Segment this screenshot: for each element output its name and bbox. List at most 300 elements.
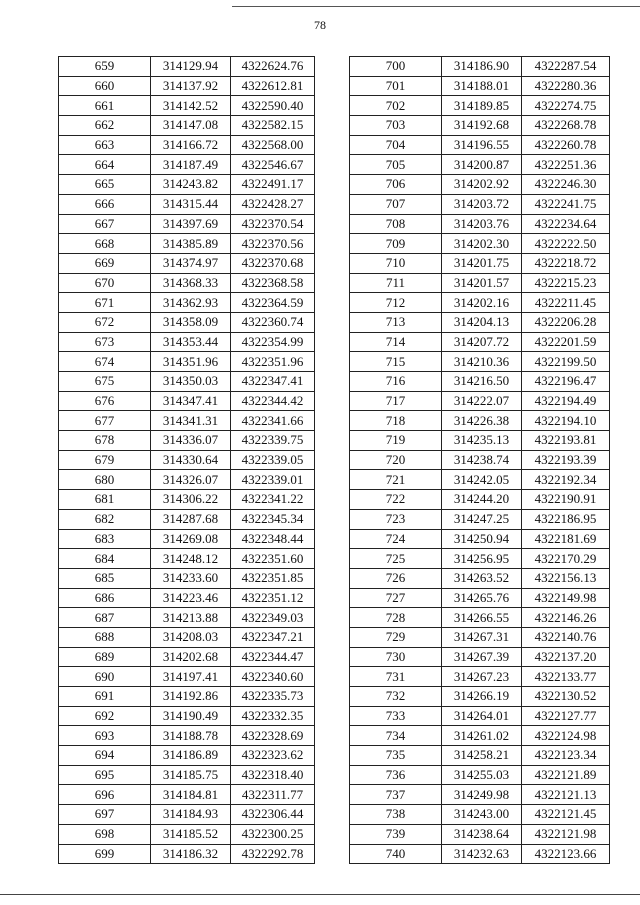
point-number-cell: 720 bbox=[350, 450, 442, 470]
x-coordinate-cell: 314267.31 bbox=[442, 627, 522, 647]
point-number-cell: 667 bbox=[59, 214, 151, 234]
x-coordinate-cell: 314188.78 bbox=[151, 726, 231, 746]
x-coordinate-cell: 314243.00 bbox=[442, 805, 522, 825]
table-row bbox=[59, 194, 315, 214]
table-row bbox=[350, 765, 610, 785]
x-coordinate-cell: 314192.68 bbox=[442, 116, 522, 136]
x-coordinate-cell: 314243.82 bbox=[151, 175, 231, 195]
point-number-cell: 701 bbox=[350, 76, 442, 96]
point-number-cell: 712 bbox=[350, 293, 442, 313]
y-coordinate-cell: 4322280.36 bbox=[522, 76, 610, 96]
point-number-cell: 690 bbox=[59, 667, 151, 687]
x-coordinate-cell: 314129.94 bbox=[151, 57, 231, 77]
y-coordinate-cell: 4322251.36 bbox=[522, 155, 610, 175]
table-row bbox=[59, 372, 315, 392]
table-row bbox=[59, 687, 315, 707]
table-row bbox=[59, 824, 315, 844]
y-coordinate-cell: 4322306.44 bbox=[231, 805, 315, 825]
x-coordinate-cell: 314263.52 bbox=[442, 568, 522, 588]
y-coordinate-cell: 4322192.34 bbox=[522, 470, 610, 490]
y-coordinate-cell: 4322123.34 bbox=[522, 746, 610, 766]
table-row bbox=[59, 155, 315, 175]
x-coordinate-cell: 314184.93 bbox=[151, 805, 231, 825]
y-coordinate-cell: 4322130.52 bbox=[522, 687, 610, 707]
x-coordinate-cell: 314202.16 bbox=[442, 293, 522, 313]
point-number-cell: 694 bbox=[59, 746, 151, 766]
table-row bbox=[59, 490, 315, 510]
table-row bbox=[59, 529, 315, 549]
table-row bbox=[59, 214, 315, 234]
point-number-cell: 661 bbox=[59, 96, 151, 116]
y-coordinate-cell: 4322339.01 bbox=[231, 470, 315, 490]
x-coordinate-cell: 314347.41 bbox=[151, 391, 231, 411]
table-row bbox=[350, 57, 610, 77]
y-coordinate-cell: 4322568.00 bbox=[231, 135, 315, 155]
y-coordinate-cell: 4322351.85 bbox=[231, 568, 315, 588]
x-coordinate-cell: 314264.01 bbox=[442, 706, 522, 726]
point-number-cell: 721 bbox=[350, 470, 442, 490]
point-number-cell: 671 bbox=[59, 293, 151, 313]
y-coordinate-cell: 4322196.47 bbox=[522, 372, 610, 392]
y-coordinate-cell: 4322201.59 bbox=[522, 332, 610, 352]
x-coordinate-cell: 314351.96 bbox=[151, 352, 231, 372]
x-coordinate-cell: 314213.88 bbox=[151, 608, 231, 628]
point-number-cell: 724 bbox=[350, 529, 442, 549]
y-coordinate-cell: 4322274.75 bbox=[522, 96, 610, 116]
point-number-cell: 697 bbox=[59, 805, 151, 825]
y-coordinate-cell: 4322323.62 bbox=[231, 746, 315, 766]
x-coordinate-cell: 314287.68 bbox=[151, 509, 231, 529]
page-number: 78 bbox=[314, 18, 326, 32]
table-row bbox=[59, 608, 315, 628]
point-number-cell: 723 bbox=[350, 509, 442, 529]
table-row bbox=[350, 627, 610, 647]
y-coordinate-cell: 4322121.13 bbox=[522, 785, 610, 805]
table-row bbox=[59, 293, 315, 313]
x-coordinate-cell: 314186.32 bbox=[151, 844, 231, 864]
point-number-cell: 689 bbox=[59, 647, 151, 667]
y-coordinate-cell: 4322170.29 bbox=[522, 549, 610, 569]
table-row bbox=[350, 785, 610, 805]
x-coordinate-cell: 314385.89 bbox=[151, 234, 231, 254]
table-row bbox=[59, 844, 315, 864]
point-number-cell: 702 bbox=[350, 96, 442, 116]
table-row bbox=[350, 116, 610, 136]
x-coordinate-cell: 314210.36 bbox=[442, 352, 522, 372]
x-coordinate-cell: 314330.64 bbox=[151, 450, 231, 470]
point-number-cell: 717 bbox=[350, 391, 442, 411]
table-row bbox=[59, 57, 315, 77]
point-number-cell: 734 bbox=[350, 726, 442, 746]
x-coordinate-cell: 314233.60 bbox=[151, 568, 231, 588]
x-coordinate-cell: 314207.72 bbox=[442, 332, 522, 352]
point-number-cell: 678 bbox=[59, 431, 151, 451]
x-coordinate-cell: 314306.22 bbox=[151, 490, 231, 510]
point-number-cell: 683 bbox=[59, 529, 151, 549]
x-coordinate-cell: 314184.81 bbox=[151, 785, 231, 805]
y-coordinate-cell: 4322181.69 bbox=[522, 529, 610, 549]
table-row bbox=[350, 372, 610, 392]
point-number-cell: 711 bbox=[350, 273, 442, 293]
y-coordinate-cell: 4322215.23 bbox=[522, 273, 610, 293]
y-coordinate-cell: 4322241.75 bbox=[522, 194, 610, 214]
point-number-cell: 708 bbox=[350, 214, 442, 234]
table-row bbox=[350, 706, 610, 726]
table-row bbox=[350, 312, 610, 332]
y-coordinate-cell: 4322246.30 bbox=[522, 175, 610, 195]
x-coordinate-cell: 314362.93 bbox=[151, 293, 231, 313]
y-coordinate-cell: 4322360.74 bbox=[231, 312, 315, 332]
y-coordinate-cell: 4322311.77 bbox=[231, 785, 315, 805]
x-coordinate-cell: 314202.68 bbox=[151, 647, 231, 667]
y-coordinate-cell: 4322287.54 bbox=[522, 57, 610, 77]
point-number-cell: 688 bbox=[59, 627, 151, 647]
x-coordinate-cell: 314255.03 bbox=[442, 765, 522, 785]
x-coordinate-cell: 314201.75 bbox=[442, 253, 522, 273]
x-coordinate-cell: 314266.19 bbox=[442, 687, 522, 707]
point-number-cell: 700 bbox=[350, 57, 442, 77]
point-number-cell: 685 bbox=[59, 568, 151, 588]
y-coordinate-cell: 4322348.44 bbox=[231, 529, 315, 549]
x-coordinate-cell: 314202.92 bbox=[442, 175, 522, 195]
table-row bbox=[350, 431, 610, 451]
y-coordinate-cell: 4322186.95 bbox=[522, 509, 610, 529]
x-coordinate-cell: 314137.92 bbox=[151, 76, 231, 96]
y-coordinate-cell: 4322582.15 bbox=[231, 116, 315, 136]
y-coordinate-cell: 4322121.45 bbox=[522, 805, 610, 825]
x-coordinate-cell: 314187.49 bbox=[151, 155, 231, 175]
y-coordinate-cell: 4322193.81 bbox=[522, 431, 610, 451]
x-coordinate-cell: 314256.95 bbox=[442, 549, 522, 569]
table-row bbox=[350, 746, 610, 766]
table-row bbox=[59, 568, 315, 588]
x-coordinate-cell: 314266.55 bbox=[442, 608, 522, 628]
x-coordinate-cell: 314192.86 bbox=[151, 687, 231, 707]
point-number-cell: 681 bbox=[59, 490, 151, 510]
y-coordinate-cell: 4322347.21 bbox=[231, 627, 315, 647]
table-row bbox=[350, 608, 610, 628]
y-coordinate-cell: 4322127.77 bbox=[522, 706, 610, 726]
y-coordinate-cell: 4322370.54 bbox=[231, 214, 315, 234]
y-coordinate-cell: 4322345.34 bbox=[231, 509, 315, 529]
table-row bbox=[350, 352, 610, 372]
coordinate-table-right bbox=[349, 56, 610, 864]
x-coordinate-cell: 314185.75 bbox=[151, 765, 231, 785]
table-row bbox=[350, 450, 610, 470]
point-number-cell: 668 bbox=[59, 234, 151, 254]
y-coordinate-cell: 4322351.12 bbox=[231, 588, 315, 608]
y-coordinate-cell: 4322491.17 bbox=[231, 175, 315, 195]
point-number-cell: 691 bbox=[59, 687, 151, 707]
x-coordinate-cell: 314185.52 bbox=[151, 824, 231, 844]
y-coordinate-cell: 4322260.78 bbox=[522, 135, 610, 155]
y-coordinate-cell: 4322344.42 bbox=[231, 391, 315, 411]
point-number-cell: 715 bbox=[350, 352, 442, 372]
y-coordinate-cell: 4322218.72 bbox=[522, 253, 610, 273]
y-coordinate-cell: 4322339.75 bbox=[231, 431, 315, 451]
y-coordinate-cell: 4322368.58 bbox=[231, 273, 315, 293]
x-coordinate-cell: 314166.72 bbox=[151, 135, 231, 155]
y-coordinate-cell: 4322133.77 bbox=[522, 667, 610, 687]
table-row bbox=[350, 824, 610, 844]
table-row bbox=[350, 391, 610, 411]
point-number-cell: 684 bbox=[59, 549, 151, 569]
y-coordinate-cell: 4322341.66 bbox=[231, 411, 315, 431]
x-coordinate-cell: 314261.02 bbox=[442, 726, 522, 746]
y-coordinate-cell: 4322121.89 bbox=[522, 765, 610, 785]
x-coordinate-cell: 314358.09 bbox=[151, 312, 231, 332]
point-number-cell: 732 bbox=[350, 687, 442, 707]
point-number-cell: 739 bbox=[350, 824, 442, 844]
x-coordinate-cell: 314269.08 bbox=[151, 529, 231, 549]
point-number-cell: 687 bbox=[59, 608, 151, 628]
x-coordinate-cell: 314226.38 bbox=[442, 411, 522, 431]
table-row bbox=[350, 509, 610, 529]
point-number-cell: 699 bbox=[59, 844, 151, 864]
coordinate-table-left bbox=[58, 56, 315, 864]
y-coordinate-cell: 4322140.76 bbox=[522, 627, 610, 647]
x-coordinate-cell: 314188.01 bbox=[442, 76, 522, 96]
x-coordinate-cell: 314248.12 bbox=[151, 549, 231, 569]
table-row bbox=[59, 234, 315, 254]
table-row bbox=[59, 312, 315, 332]
table-row bbox=[350, 568, 610, 588]
point-number-cell: 662 bbox=[59, 116, 151, 136]
table-row bbox=[59, 116, 315, 136]
point-number-cell: 673 bbox=[59, 332, 151, 352]
y-coordinate-cell: 4322193.39 bbox=[522, 450, 610, 470]
table-row bbox=[59, 76, 315, 96]
x-coordinate-cell: 314238.74 bbox=[442, 450, 522, 470]
x-coordinate-cell: 314267.23 bbox=[442, 667, 522, 687]
table-row bbox=[59, 352, 315, 372]
x-coordinate-cell: 314258.21 bbox=[442, 746, 522, 766]
table-row bbox=[350, 667, 610, 687]
x-coordinate-cell: 314203.76 bbox=[442, 214, 522, 234]
x-coordinate-cell: 314368.33 bbox=[151, 273, 231, 293]
table-row bbox=[350, 76, 610, 96]
table-row bbox=[350, 647, 610, 667]
x-coordinate-cell: 314326.07 bbox=[151, 470, 231, 490]
x-coordinate-cell: 314196.55 bbox=[442, 135, 522, 155]
point-number-cell: 735 bbox=[350, 746, 442, 766]
table-row bbox=[59, 253, 315, 273]
point-number-cell: 709 bbox=[350, 234, 442, 254]
table-row bbox=[350, 687, 610, 707]
y-coordinate-cell: 4322347.41 bbox=[231, 372, 315, 392]
x-coordinate-cell: 314232.63 bbox=[442, 844, 522, 864]
table-row bbox=[59, 765, 315, 785]
point-number-cell: 714 bbox=[350, 332, 442, 352]
table-row bbox=[350, 214, 610, 234]
table-row bbox=[59, 470, 315, 490]
point-number-cell: 670 bbox=[59, 273, 151, 293]
x-coordinate-cell: 314238.64 bbox=[442, 824, 522, 844]
table-row bbox=[59, 135, 315, 155]
y-coordinate-cell: 4322222.50 bbox=[522, 234, 610, 254]
point-number-cell: 728 bbox=[350, 608, 442, 628]
table-row bbox=[350, 234, 610, 254]
table-row bbox=[59, 175, 315, 195]
table-row bbox=[59, 706, 315, 726]
x-coordinate-cell: 314267.39 bbox=[442, 647, 522, 667]
point-number-cell: 718 bbox=[350, 411, 442, 431]
point-number-cell: 695 bbox=[59, 765, 151, 785]
y-coordinate-cell: 4322194.10 bbox=[522, 411, 610, 431]
table-row bbox=[350, 332, 610, 352]
x-coordinate-cell: 314216.50 bbox=[442, 372, 522, 392]
point-number-cell: 663 bbox=[59, 135, 151, 155]
x-coordinate-cell: 314203.72 bbox=[442, 194, 522, 214]
table-row bbox=[350, 175, 610, 195]
x-coordinate-cell: 314189.85 bbox=[442, 96, 522, 116]
y-coordinate-cell: 4322339.05 bbox=[231, 450, 315, 470]
y-coordinate-cell: 4322137.20 bbox=[522, 647, 610, 667]
x-coordinate-cell: 314142.52 bbox=[151, 96, 231, 116]
x-coordinate-cell: 314186.89 bbox=[151, 746, 231, 766]
point-number-cell: 704 bbox=[350, 135, 442, 155]
y-coordinate-cell: 4322146.26 bbox=[522, 608, 610, 628]
table-row bbox=[350, 253, 610, 273]
y-coordinate-cell: 4322292.78 bbox=[231, 844, 315, 864]
table-row bbox=[59, 509, 315, 529]
y-coordinate-cell: 4322354.99 bbox=[231, 332, 315, 352]
y-coordinate-cell: 4322124.98 bbox=[522, 726, 610, 746]
table-row bbox=[350, 588, 610, 608]
y-coordinate-cell: 4322370.56 bbox=[231, 234, 315, 254]
y-coordinate-cell: 4322121.98 bbox=[522, 824, 610, 844]
y-coordinate-cell: 4322335.73 bbox=[231, 687, 315, 707]
y-coordinate-cell: 4322341.22 bbox=[231, 490, 315, 510]
table-row bbox=[350, 135, 610, 155]
y-coordinate-cell: 4322340.60 bbox=[231, 667, 315, 687]
y-coordinate-cell: 4322546.67 bbox=[231, 155, 315, 175]
x-coordinate-cell: 314244.20 bbox=[442, 490, 522, 510]
x-coordinate-cell: 314336.07 bbox=[151, 431, 231, 451]
table-row bbox=[59, 805, 315, 825]
y-coordinate-cell: 4322206.28 bbox=[522, 312, 610, 332]
point-number-cell: 696 bbox=[59, 785, 151, 805]
table-row bbox=[59, 96, 315, 116]
x-coordinate-cell: 314222.07 bbox=[442, 391, 522, 411]
table-row bbox=[350, 844, 610, 864]
table-row bbox=[59, 431, 315, 451]
table-row bbox=[59, 746, 315, 766]
x-coordinate-cell: 314374.97 bbox=[151, 253, 231, 273]
point-number-cell: 703 bbox=[350, 116, 442, 136]
table-row bbox=[350, 155, 610, 175]
point-number-cell: 726 bbox=[350, 568, 442, 588]
point-number-cell: 669 bbox=[59, 253, 151, 273]
y-coordinate-cell: 4322332.35 bbox=[231, 706, 315, 726]
bottom-rule bbox=[0, 894, 640, 895]
point-number-cell: 693 bbox=[59, 726, 151, 746]
table-row bbox=[59, 332, 315, 352]
x-coordinate-cell: 314202.30 bbox=[442, 234, 522, 254]
point-number-cell: 722 bbox=[350, 490, 442, 510]
table-row bbox=[59, 450, 315, 470]
table-row bbox=[350, 411, 610, 431]
x-coordinate-cell: 314315.44 bbox=[151, 194, 231, 214]
point-number-cell: 733 bbox=[350, 706, 442, 726]
x-coordinate-cell: 314397.69 bbox=[151, 214, 231, 234]
table-row bbox=[350, 273, 610, 293]
y-coordinate-cell: 4322624.76 bbox=[231, 57, 315, 77]
x-coordinate-cell: 314242.05 bbox=[442, 470, 522, 490]
point-number-cell: 719 bbox=[350, 431, 442, 451]
y-coordinate-cell: 4322300.25 bbox=[231, 824, 315, 844]
point-number-cell: 659 bbox=[59, 57, 151, 77]
table-row bbox=[59, 391, 315, 411]
y-coordinate-cell: 4322370.68 bbox=[231, 253, 315, 273]
y-coordinate-cell: 4322364.59 bbox=[231, 293, 315, 313]
x-coordinate-cell: 314341.31 bbox=[151, 411, 231, 431]
table-row bbox=[59, 726, 315, 746]
x-coordinate-cell: 314350.03 bbox=[151, 372, 231, 392]
table-row bbox=[59, 785, 315, 805]
y-coordinate-cell: 4322234.64 bbox=[522, 214, 610, 234]
y-coordinate-cell: 4322328.69 bbox=[231, 726, 315, 746]
x-coordinate-cell: 314265.76 bbox=[442, 588, 522, 608]
y-coordinate-cell: 4322123.66 bbox=[522, 844, 610, 864]
y-coordinate-cell: 4322349.03 bbox=[231, 608, 315, 628]
y-coordinate-cell: 4322268.78 bbox=[522, 116, 610, 136]
x-coordinate-cell: 314235.13 bbox=[442, 431, 522, 451]
x-coordinate-cell: 314249.98 bbox=[442, 785, 522, 805]
point-number-cell: 731 bbox=[350, 667, 442, 687]
y-coordinate-cell: 4322149.98 bbox=[522, 588, 610, 608]
table-row bbox=[59, 549, 315, 569]
x-coordinate-cell: 314190.49 bbox=[151, 706, 231, 726]
point-number-cell: 706 bbox=[350, 175, 442, 195]
table-row bbox=[350, 293, 610, 313]
point-number-cell: 686 bbox=[59, 588, 151, 608]
y-coordinate-cell: 4322211.45 bbox=[522, 293, 610, 313]
y-coordinate-cell: 4322351.96 bbox=[231, 352, 315, 372]
y-coordinate-cell: 4322318.40 bbox=[231, 765, 315, 785]
point-number-cell: 692 bbox=[59, 706, 151, 726]
point-number-cell: 674 bbox=[59, 352, 151, 372]
point-number-cell: 707 bbox=[350, 194, 442, 214]
y-coordinate-cell: 4322590.40 bbox=[231, 96, 315, 116]
table-row bbox=[350, 726, 610, 746]
point-number-cell: 677 bbox=[59, 411, 151, 431]
x-coordinate-cell: 314200.87 bbox=[442, 155, 522, 175]
x-coordinate-cell: 314247.25 bbox=[442, 509, 522, 529]
point-number-cell: 736 bbox=[350, 765, 442, 785]
table-row bbox=[59, 273, 315, 293]
point-number-cell: 738 bbox=[350, 805, 442, 825]
point-number-cell: 737 bbox=[350, 785, 442, 805]
x-coordinate-cell: 314353.44 bbox=[151, 332, 231, 352]
x-coordinate-cell: 314201.57 bbox=[442, 273, 522, 293]
point-number-cell: 665 bbox=[59, 175, 151, 195]
point-number-cell: 666 bbox=[59, 194, 151, 214]
y-coordinate-cell: 4322194.49 bbox=[522, 391, 610, 411]
point-number-cell: 730 bbox=[350, 647, 442, 667]
y-coordinate-cell: 4322199.50 bbox=[522, 352, 610, 372]
point-number-cell: 729 bbox=[350, 627, 442, 647]
table-row bbox=[350, 490, 610, 510]
point-number-cell: 679 bbox=[59, 450, 151, 470]
point-number-cell: 727 bbox=[350, 588, 442, 608]
x-coordinate-cell: 314147.08 bbox=[151, 116, 231, 136]
y-coordinate-cell: 4322351.60 bbox=[231, 549, 315, 569]
point-number-cell: 675 bbox=[59, 372, 151, 392]
point-number-cell: 705 bbox=[350, 155, 442, 175]
x-coordinate-cell: 314204.13 bbox=[442, 312, 522, 332]
point-number-cell: 725 bbox=[350, 549, 442, 569]
